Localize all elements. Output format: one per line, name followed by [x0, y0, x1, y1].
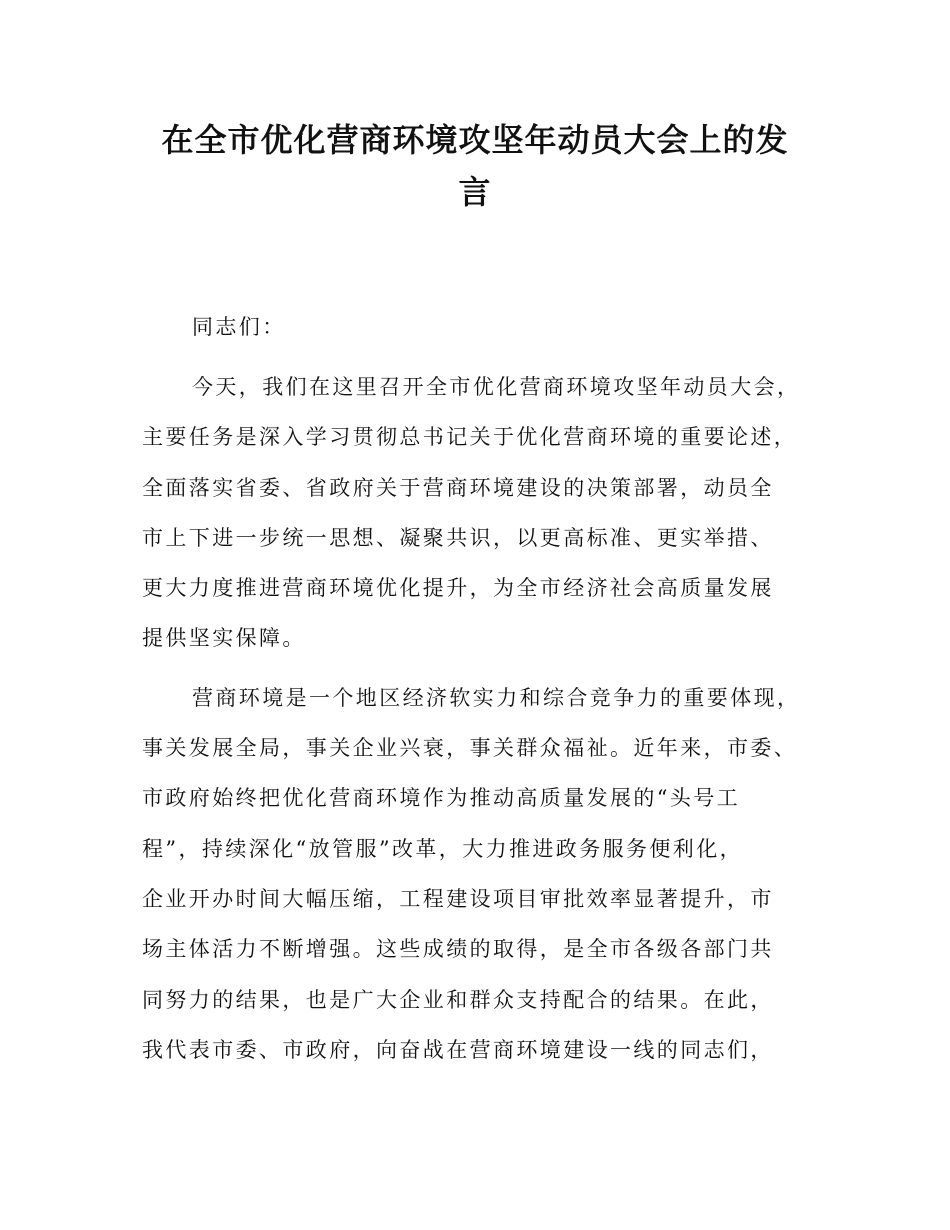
paragraph-1-line: 市上下进一步统一思想、凝聚共识，以更高标准、更实举措、: [142, 526, 774, 550]
paragraph-1-line: 全面落实省委、省政府关于营商环境建设的决策部署，动员全: [142, 476, 774, 500]
paragraph-2-line: 市政府始终把优化营商环境作为推动高质量发展的“头号工: [142, 786, 741, 810]
paragraph-2-line: 营商环境是一个地区经济软实力和综合竞争力的重要体现，: [192, 686, 801, 710]
salutation: 同志们：: [192, 315, 286, 339]
paragraph-2-line: 事关发展全局，事关企业兴衰，事关群众福祉。近年来，市委、: [142, 736, 798, 760]
title-line-1: 在全市优化营商环境攻坚年动员大会上的发: [161, 121, 789, 159]
paragraph-2-line: 我代表市委、市政府，向奋战在营商环境建设一线的同志们，: [142, 1038, 774, 1062]
paragraph-1-line: 今天，我们在这里召开全市优化营商环境攻坚年动员大会，: [192, 375, 801, 399]
paragraph-2-line: 场主体活力不断增强。这些成绩的取得，是全市各级各部门共: [142, 937, 774, 961]
document-title: [140, 114, 810, 218]
paragraph-1-line: 提供坚实保障。: [142, 626, 306, 650]
title-line-2: 言: [458, 173, 492, 211]
paragraph-1-line: 主要任务是深入学习贯彻总书记关于优化营商环境的重要论述，: [142, 425, 798, 449]
paragraph-2-line: 程”，持续深化“放管服”改革，大力推进政务服务便利化，: [142, 837, 744, 861]
paragraph-2-line: 同努力的结果，也是广大企业和群众支持配合的结果。在此，: [142, 988, 774, 1012]
paragraph-1-line: 更大力度推进营商环境优化提升，为全市经济社会高质量发展: [142, 576, 774, 600]
paragraph-2-line: 企业开办时间大幅压缩，工程建设项目审批效率显著提升，市: [142, 887, 774, 911]
